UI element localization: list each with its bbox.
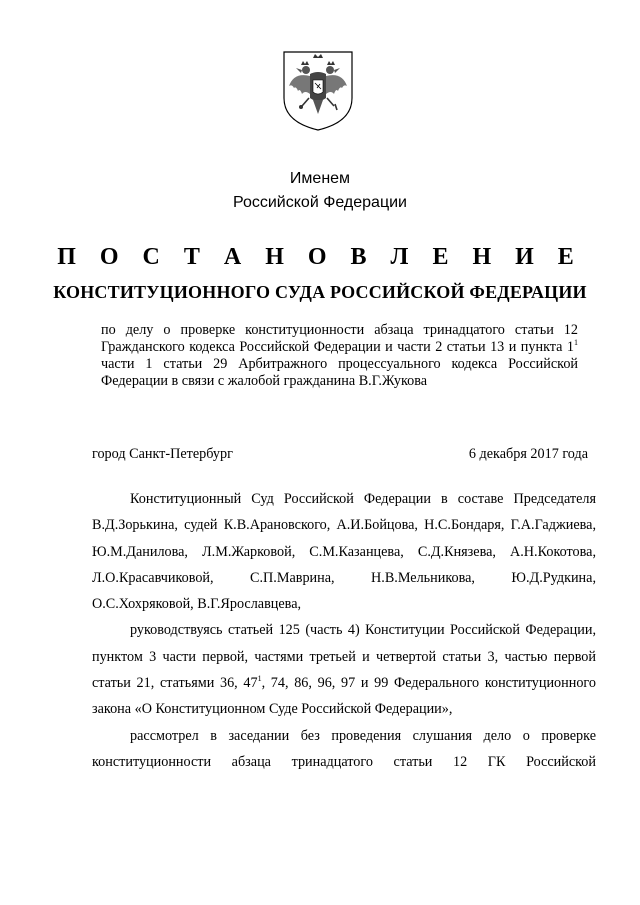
case-subject-part-1: по делу о проверке конституционности абзаца тринадцатого статьи 12 Гражданского кодекса Российской Федерации и части 2 статьи 13 и пункта 1	[101, 322, 578, 355]
header-line-1: Именем	[289, 170, 351, 187]
double-headed-eagle-icon	[280, 48, 356, 132]
document-title: П О С Т А Н О В Л Е Н И Е	[57, 244, 583, 270]
paragraph-consideration: рассмотрел в заседании без проведения слушания дело о проверке конституционности абзаца тринадцатого статьи 12 ГК Российской	[92, 727, 596, 770]
case-subject	[101, 322, 578, 390]
paragraph-composition: Конституционный Суд Российской Федерации в составе Председателя В.Д.Зорькина, судей К.В.Арановского, А.И.Бойцова, Н.С.Бондаря, Г.А.Гаджиева, Ю.М.Данилова, Л.М.Жарковой, С.М.Казанцева, С.Д.Князева, А.Н.Кокотова, Л.О.Красавчиковой, С.П.Маврина, Н.В.Мельникова, Ю.Д.Рудкина, О.С.Хохряковой, В.Г.Ярославцева,	[92, 491, 596, 613]
superscript: 1	[257, 674, 262, 684]
date: 6 декабря 2017 года	[468, 446, 588, 462]
paragraph-legal-basis	[92, 617, 596, 722]
legal-basis-part-1: руководствуясь статьей 125 (часть 4) Конституции Российской Федерации, пунктом 3 части первой, частями третьей и четвертой статьи 3, частью первой статьи 21, статьями 36, 47	[92, 622, 596, 692]
document-subtitle: КОНСТИТУЦИОННОГО СУДА РОССИЙСКОЙ ФЕДЕРАЦИИ	[53, 282, 587, 302]
superscript: 1	[574, 338, 578, 347]
city: город Санкт-Петербург	[92, 446, 233, 462]
legal-basis-part-2: , 74, 86, 96, 97 и 99 Федерального конституционного закона «О Конституционном Суде Российской Федерации»,	[92, 675, 596, 718]
header-line-2: Российской Федерации	[233, 194, 407, 211]
case-subject-part-2: части 1 статьи 29 Арбитражного процессуального кодекса Российской Федерации в связи с жалобой гражданина В.Г.Жукова	[101, 356, 578, 389]
coat-of-arms-emblem	[280, 48, 356, 132]
document-body	[92, 486, 596, 775]
